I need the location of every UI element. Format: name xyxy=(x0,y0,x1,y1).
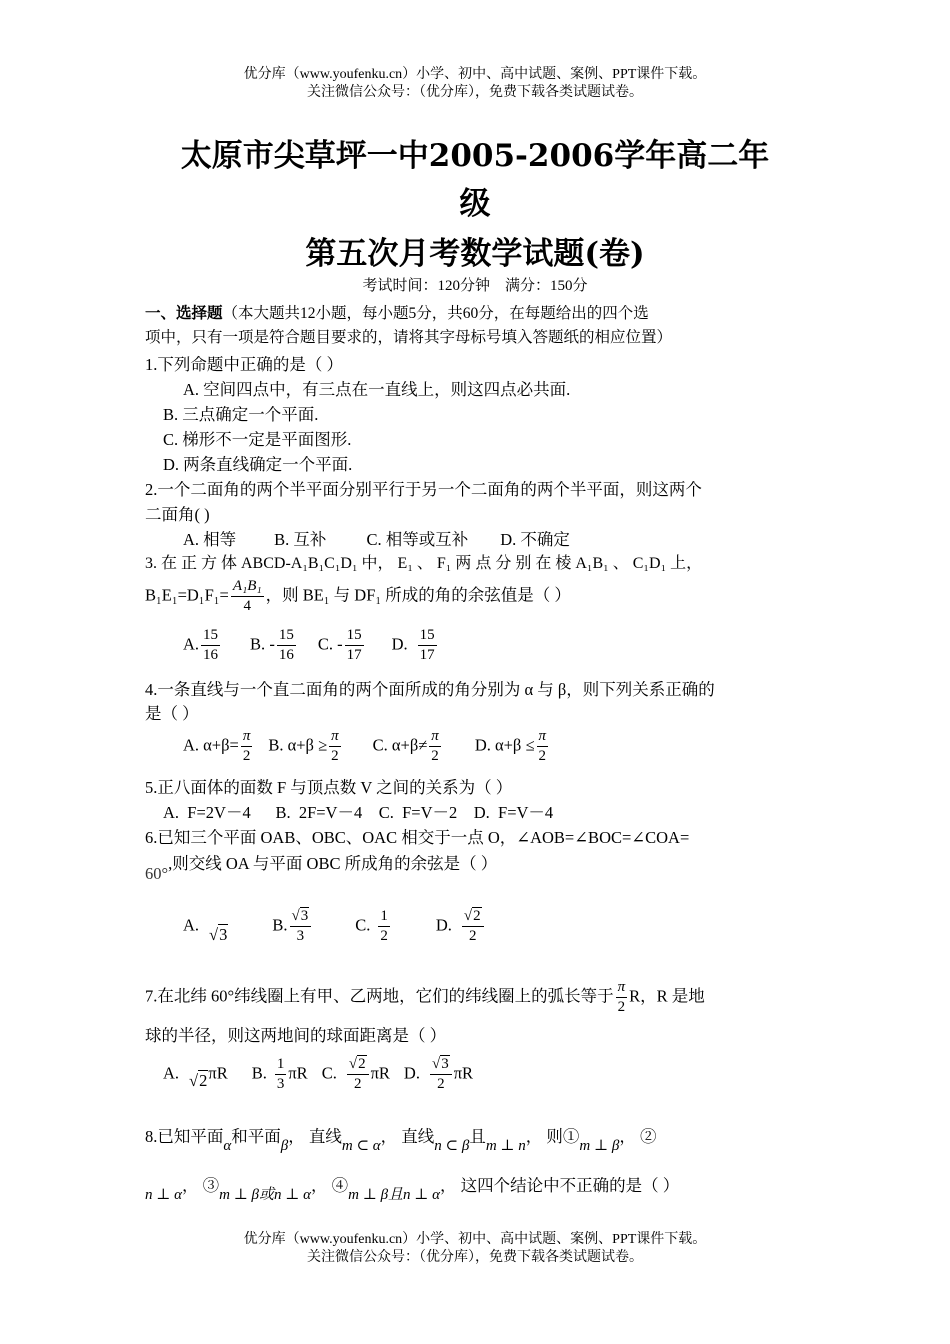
q3-option-a-label: A. xyxy=(183,634,200,654)
q7-stem-text: 7.在北纬 60°纬线圈上有甲、乙两地，它们的纬线圈上的弧长等于 xyxy=(145,986,614,1006)
q8-math-alpha: α xyxy=(223,1138,232,1154)
q3-fraction xyxy=(231,577,264,616)
q4-option-a-label: A. α+β= xyxy=(183,735,239,755)
q7-option-a-label: A. xyxy=(163,1063,180,1083)
q3-a-den: 16 xyxy=(203,647,219,663)
q7-option-d-value xyxy=(430,1055,452,1094)
section-heading: 一、选择题 xyxy=(145,304,223,322)
q8-text-9: ， ④ xyxy=(311,1176,349,1195)
q7-stem-tail: R，R 是地 xyxy=(629,986,705,1006)
q7-stem-2: 球的半径，则这两地间的球面距离是（ ） xyxy=(145,1026,447,1045)
q3-option-c-value xyxy=(345,626,364,665)
q3-d-num: 15 xyxy=(418,626,437,646)
q6-option-d-value xyxy=(462,907,484,946)
q7-c-tail: πR xyxy=(370,1063,390,1083)
q8-math-m-perp-n: m ⊥ n xyxy=(485,1138,526,1154)
title-line-3: 第五次月考数学试题(卷) xyxy=(305,236,645,272)
q3-c-den: 17 xyxy=(346,647,362,663)
title-line-1: 太原市尖草坪一中2005-2006学年高二年 xyxy=(180,138,770,174)
q4-stem-1: 4.一条直线与一个直二面角的两个面所成的角分别为 α 与 β，则下列关系正确的 xyxy=(145,680,715,699)
q4-option-d-label: D. α+β ≤ xyxy=(474,735,535,755)
q5-options: A. F=2V－4 B. 2F=V－4 C. F=V－2 D. F=V－4 xyxy=(163,803,554,822)
q6-option-c-label: C. xyxy=(355,915,371,935)
q2-stem-1: 2.一个二面角的两个半平面分别平行于另一个二面角的两个半平面，则这两个 xyxy=(145,480,702,499)
q2-option-b: B. 互补 xyxy=(274,530,327,549)
q7-option-c-label: C. xyxy=(321,1063,337,1083)
q2-options xyxy=(183,526,848,550)
q7-stem-1 xyxy=(145,978,810,1017)
q4-a-den: 2 xyxy=(242,748,251,764)
q4-option-c-label: C. α+β≠ xyxy=(372,735,428,755)
q1-option-a: A. 空间四点中，有三点在一直线上，则这四点必共面. xyxy=(183,380,571,399)
q3-option-a-value xyxy=(201,626,220,665)
title-line-2: 级 xyxy=(459,186,491,222)
q8-text-1: 8.已知平面 xyxy=(145,1127,224,1146)
q7-options xyxy=(163,1055,828,1094)
q8-text-8: ， ③ xyxy=(181,1176,220,1195)
q3-a-num: 15 xyxy=(201,626,220,646)
q1-option-d: D. 两条直线确定一个平面. xyxy=(163,455,353,474)
q3-options xyxy=(183,626,848,665)
q8-text-3: ， 直线 xyxy=(288,1127,342,1146)
q7-fraction xyxy=(616,978,628,1017)
q7-option-a-value: √2 xyxy=(189,1071,208,1091)
q7-c-den: 2 xyxy=(353,1076,362,1092)
q3-question: ，则 BE₁ 与 DF₁ 所成的角的余弦值是（ ） xyxy=(265,585,571,605)
q5-stem: 5.正八面体的面数 F 与顶点数 V 之间的关系为（ ） xyxy=(145,778,513,797)
q7-d-radicand: 3 xyxy=(441,1056,449,1072)
q4-b-den: 2 xyxy=(331,748,339,764)
q4-d-num: π xyxy=(537,727,549,747)
q6-d-radicand: 2 xyxy=(473,908,481,924)
q3-option-b-value xyxy=(277,626,296,665)
q4-option-a-value xyxy=(241,727,253,766)
q6-a-radicand: 3 xyxy=(219,925,228,945)
q6-option-b-value xyxy=(290,907,312,946)
q6-option-a-label: A. xyxy=(183,915,200,935)
q2-stem-2: 二面角( ) xyxy=(145,505,210,524)
q7-c-radicand: 2 xyxy=(358,1056,366,1072)
q3-c-num: 15 xyxy=(345,626,364,646)
q3-b-num: 15 xyxy=(277,626,296,646)
q7-frac-num: π xyxy=(616,978,628,998)
q3-option-c-label: C. xyxy=(317,634,333,654)
q6-d-den: 2 xyxy=(469,928,477,944)
q3-b-sign: - xyxy=(269,634,275,654)
q4-option-c-value xyxy=(429,727,441,766)
q8-math-n-perp-alpha: n ⊥ α xyxy=(145,1187,182,1203)
q6-stem-2 xyxy=(145,850,810,883)
q7-option-b-value xyxy=(275,1055,287,1094)
q8-text-10: ， 这四个结论中不正确的是（ ） xyxy=(440,1176,680,1195)
section-heading-line xyxy=(145,301,810,323)
footer-line-1: 优分库（www.youfenku.cn）小学、初中、高中试题、案例、PPT课件下载。 xyxy=(243,1232,707,1247)
q8-math-and: m ⊥ β且n ⊥ α xyxy=(348,1187,441,1203)
q4-d-den: 2 xyxy=(538,748,547,764)
q7-a-radicand: 2 xyxy=(199,1071,208,1091)
q6-b-den: 3 xyxy=(296,928,305,944)
q8-text-2: 和平面 xyxy=(231,1127,281,1146)
q7-d-tail: πR xyxy=(453,1063,474,1083)
q8-math-n-in-beta: n ⊂ β xyxy=(434,1138,470,1154)
q4-a-num: π xyxy=(241,727,253,747)
header-line-2: 关注微信公众号：（优分库），免费下载各类试题试卷。 xyxy=(307,85,643,100)
section-note-2: 项中，只有一项是符合题目要求的，请将其字母标号填入答题纸的相应位置） xyxy=(145,329,673,346)
q3-stem-1: 3. 在 正 方 体 ABCD-A₁B₁C₁D₁ 中， E₁ 、 F₁ 两 点 分 别 在 棱 A₁B₁ 、 C₁D₁ 上， xyxy=(145,555,703,572)
q8-stem-1 xyxy=(145,1123,810,1154)
q8-text-5: 且 xyxy=(469,1127,486,1146)
q4-option-b-label: B. α+β ≥ xyxy=(268,735,328,755)
q4-options xyxy=(183,727,848,766)
q7-b-den: 3 xyxy=(276,1076,285,1092)
q8-math-or: m ⊥ β或n ⊥ α xyxy=(219,1187,311,1203)
q6-c-num: 1 xyxy=(378,907,390,927)
q6-option-d-label: D. xyxy=(435,915,452,935)
q1-stem: 1.下列命题中正确的是（ ） xyxy=(145,355,343,374)
q6-stem-1: 6.已知三个平面 OAB、OBC、OAC 相交于一点 O，∠AOB=∠BOC=∠COA= xyxy=(145,828,690,847)
q3-option-d-value xyxy=(418,626,437,665)
q8-text-7: ， ② xyxy=(619,1127,657,1146)
q3-option-d-label: D. xyxy=(391,634,408,654)
q7-frac-den: 2 xyxy=(617,999,626,1015)
q7-c-num: √2 xyxy=(347,1055,369,1075)
exam-info: 考试时间：120分钟 满分：150分 xyxy=(362,278,588,294)
q6-question: ,则交线 OA 与平面 OBC 所成角的余弦是（ ） xyxy=(168,854,498,873)
q6-options xyxy=(183,907,848,946)
q7-d-den: 2 xyxy=(437,1076,445,1092)
q8-math-m-in-alpha: m ⊂ α xyxy=(341,1138,381,1154)
q6-option-a-value: √3 xyxy=(209,925,228,945)
q3-d-den: 17 xyxy=(419,647,435,663)
q2-option-c: C. 相等或互补 xyxy=(366,530,469,549)
q7-b-tail: πR xyxy=(288,1063,308,1083)
q6-c-den: 2 xyxy=(380,928,388,944)
q8-math-beta: β xyxy=(280,1138,289,1154)
q7-a-tail: πR xyxy=(208,1063,228,1083)
q4-stem-2: 是（ ） xyxy=(145,704,199,723)
q7-option-d-label: D. xyxy=(403,1063,420,1083)
q6-angle: 60° xyxy=(145,864,169,883)
q8-text-6: ， 则① xyxy=(525,1127,580,1146)
section-note-1: （本大题共12小题，每小题5分，共60分，在每题给出的四个选 xyxy=(222,305,649,322)
q3-b-den: 16 xyxy=(278,647,294,663)
q7-option-c-value xyxy=(347,1055,369,1094)
q1-option-b: B. 三点确定一个平面. xyxy=(163,405,319,424)
q6-option-b-label: B. xyxy=(272,915,288,935)
q6-d-num: √2 xyxy=(462,907,484,927)
q4-b-num: π xyxy=(329,727,341,747)
q8-stem-2 xyxy=(145,1172,810,1203)
q3-equation: B₁E₁=D₁F₁= xyxy=(145,585,229,605)
q3-c-sign: - xyxy=(337,634,343,654)
q2-option-a: A. 相等 xyxy=(183,530,237,549)
q6-b-radicand: 3 xyxy=(300,908,309,924)
q3-stem-2 xyxy=(145,577,810,616)
q6-option-c-value xyxy=(378,907,390,946)
q3-frac-num: A₁B₁ xyxy=(231,577,264,597)
q4-option-d-value xyxy=(537,727,549,766)
q8-text-4: ， 直线 xyxy=(380,1127,435,1146)
q4-option-b-value xyxy=(329,727,341,766)
q4-c-den: 2 xyxy=(431,748,439,764)
header-line-1: 优分库（www.youfenku.cn）小学、初中、高中试题、案例、PPT课件下载。 xyxy=(243,67,707,82)
q3-frac-den: 4 xyxy=(243,598,251,614)
q1-option-c: C. 梯形不一定是平面图形. xyxy=(163,430,352,449)
q3-option-b-label: B. xyxy=(250,634,266,654)
footer-line-2: 关注微信公众号：（优分库），免费下载各类试题试卷。 xyxy=(307,1250,643,1265)
q7-d-num: √3 xyxy=(430,1055,452,1075)
q7-option-b-label: B. xyxy=(251,1063,267,1083)
q8-math-m-perp-beta: m ⊥ β xyxy=(579,1138,620,1154)
q7-b-num: 1 xyxy=(275,1055,287,1075)
q4-c-num: π xyxy=(429,727,441,747)
q2-option-d: D. 不确定 xyxy=(500,530,570,549)
q6-b-num: √3 xyxy=(290,907,312,927)
